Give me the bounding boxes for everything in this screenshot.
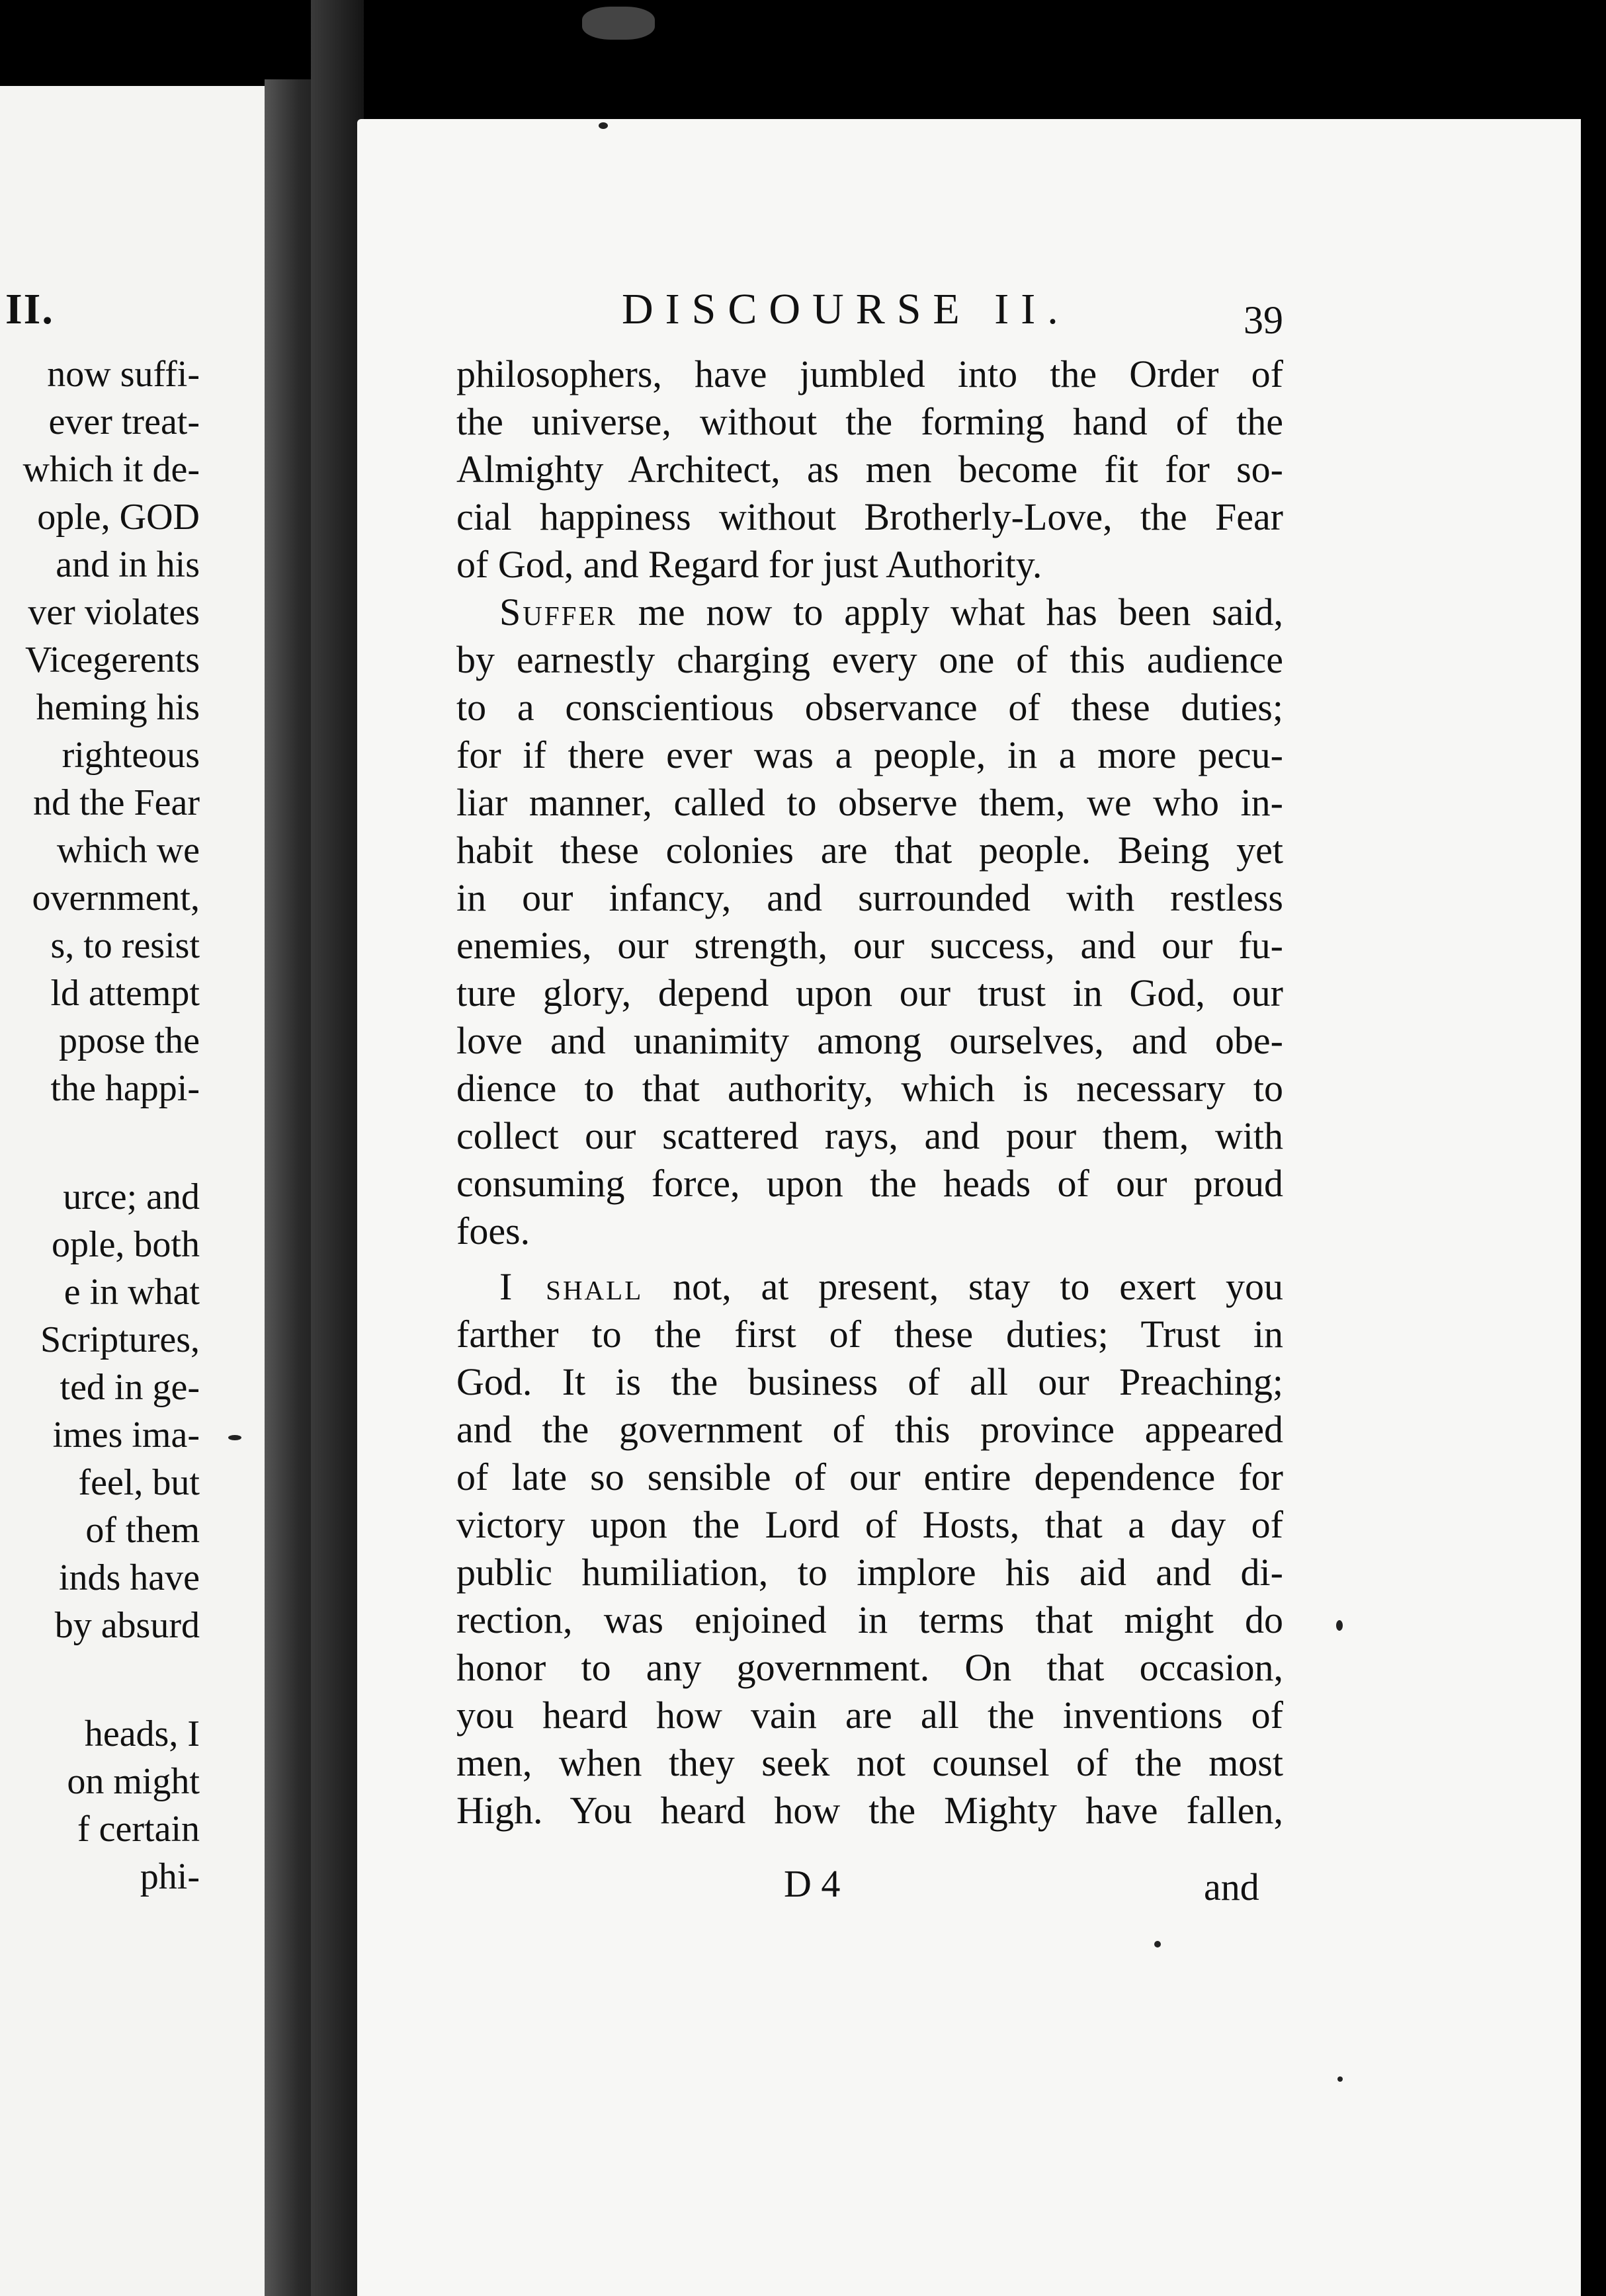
scan-speck [1154,1941,1161,1948]
left-page-line: ver violates [28,592,200,633]
left-page-line: ople, GOD [37,497,200,538]
catchword: and [1204,1866,1259,1908]
left-page-line: inds have [58,1557,200,1598]
scan-speck [1336,1620,1343,1631]
left-page-line: ted in ge- [60,1367,200,1408]
body-line: men, when they seek not counsel of the most [456,1741,1283,1784]
opening-line-text: not, at present, stay to exert you [673,1265,1284,1308]
body-line: consuming force, upon the heads of our proud [456,1162,1283,1205]
body-line: High. You heard how the Mighty have fallen, [456,1789,1283,1832]
body-line: public humiliation, to implore his aid and di- [456,1551,1283,1594]
small-caps-lead: Suffer [499,591,617,634]
body-line: of God, and Regard for just Authority. [456,543,1042,586]
left-page-line: heads, I [84,1713,200,1754]
page-number: 39 [1244,298,1283,342]
small-caps-lead: I shall [499,1265,644,1308]
body-line: ture glory, depend upon our trust in God, our [456,971,1283,1014]
book-gutter [311,0,364,2296]
left-page-line: ople, both [52,1224,200,1265]
left-page-line: overnment, [32,878,200,919]
left-page-line: ld attempt [50,973,200,1014]
left-page-line: urce; and [63,1176,200,1217]
body-line: victory upon the Lord of Hosts, that a day of [456,1503,1283,1546]
body-line: and the government of this province appeared [456,1408,1283,1451]
page-edge [1581,119,1606,2296]
left-page-line: by absurd [54,1605,200,1646]
body-line: love and unanimity among ourselves, and obe- [456,1019,1283,1062]
scan-speck [582,7,655,40]
left-page-header: II. [5,285,54,333]
scan-speck [228,1435,241,1440]
left-page-line: f certain [77,1809,200,1850]
body-line: of late so sensible of our entire dependence for [456,1456,1283,1498]
body-line: habit these colonies are that people. Being yet [456,829,1283,872]
left-page-line: imes ima- [52,1414,200,1456]
left-page-line: ever treat- [48,401,200,442]
left-page-line: which we [56,830,200,871]
paragraph-opening-line [499,589,1283,636]
left-page-line: heming his [36,687,200,728]
scan-speck [1337,2076,1343,2082]
body-line: by earnestly charging every one of this audience [456,638,1283,681]
left-page-line: Vicegerents [24,639,200,680]
running-head: DISCOURSE II. [622,285,1070,333]
left-page-line: nd the Fear [33,782,200,823]
body-line: God. It is the business of all our Preaching; [456,1360,1283,1403]
left-page-line: feel, but [78,1462,200,1503]
signature-mark: D 4 [784,1862,841,1905]
left-page-line: of them [85,1510,200,1551]
left-page-line: righteous [62,735,200,776]
body-line: foes. [456,1210,530,1252]
body-line: dience to that authority, which is necessary to [456,1067,1283,1110]
left-page-line: phi- [140,1856,200,1897]
body-line: for if there ever was a people, in a more pecu- [456,733,1283,776]
left-page-line: which it de- [22,449,200,490]
body-line: honor to any government. On that occasion, [456,1646,1283,1689]
left-page-line: ppose the [58,1020,200,1061]
body-line: liar manner, called to observe them, we who in- [456,781,1283,824]
body-line: Almighty Architect, as men become fit for so- [456,448,1283,491]
left-page-line: on might [67,1761,200,1802]
body-line: collect our scattered rays, and pour them, with [456,1114,1283,1157]
left-page-line: e in what [63,1272,200,1313]
opening-line-text: me now to apply what has been said, [638,591,1284,634]
left-page-line: now suffi- [47,354,200,395]
body-line: enemies, our strength, our success, and our fu- [456,924,1283,967]
left-page-line: and in his [56,544,200,585]
body-line: you heard how vain are all the inventions of [456,1694,1283,1737]
paragraph-opening-line [499,1263,1283,1311]
body-line: the universe, without the forming hand of the [456,400,1283,443]
body-line: farther to the first of these duties; Trust in [456,1313,1283,1356]
left-page-line: the happi- [50,1068,200,1109]
scan-speck [599,122,608,129]
body-line: rection, was enjoined in terms that might do [456,1598,1283,1641]
body-line: to a conscientious observance of these duties; [456,686,1283,729]
left-page-line: Scriptures, [40,1319,200,1360]
left-page-line: s, to resist [50,925,200,966]
body-line: in our infancy, and surrounded with restless [456,876,1283,919]
body-line: cial happiness without Brotherly-Love, the Fear [456,495,1283,538]
body-line: philosophers, have jumbled into the Order of [456,352,1283,395]
